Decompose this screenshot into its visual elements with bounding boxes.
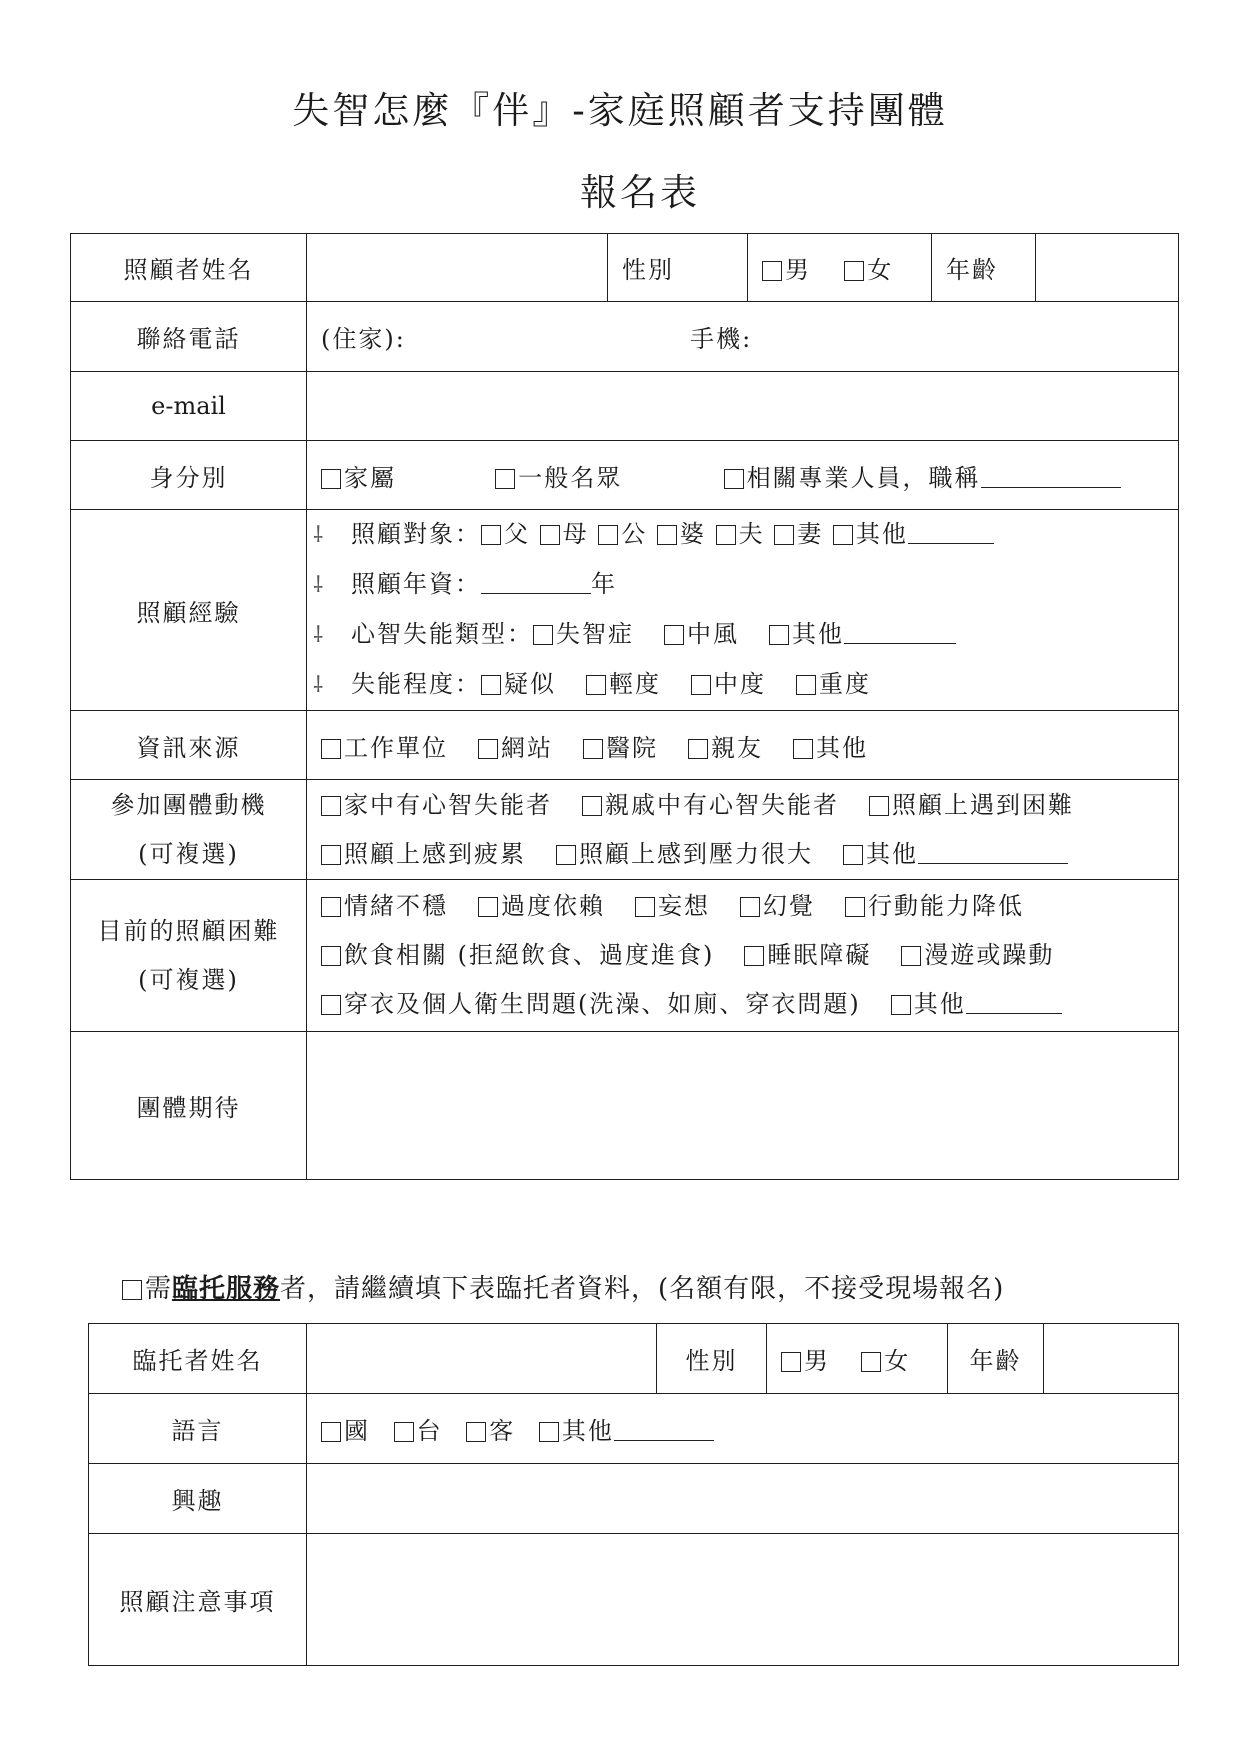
- respite-service-checkbox[interactable]: [122, 1280, 142, 1300]
- diff-other-checkbox[interactable]: [891, 995, 911, 1015]
- respite-age-label: 年齡: [948, 1324, 1044, 1394]
- exp-type-label: 心智失能類型：: [351, 620, 533, 648]
- exp-target-label: 照顧對象：: [351, 520, 481, 548]
- motive-other-checkbox[interactable]: [843, 845, 863, 865]
- target-wife-checkbox[interactable]: [774, 525, 794, 545]
- interest-label: 興趣: [89, 1464, 307, 1534]
- respite-note-bold: 臨托服務: [172, 1274, 281, 1304]
- level-moderate-checkbox[interactable]: [691, 675, 711, 695]
- exp-years-row: [307, 560, 1178, 610]
- lang-taiwanese-checkbox[interactable]: [394, 1422, 414, 1442]
- motive-pressure-label: 照顧上感到壓力很大: [579, 839, 813, 868]
- row-caregiver-name: [71, 234, 1179, 302]
- gender-female-label: 女: [867, 256, 894, 284]
- target-mother-checkbox[interactable]: [540, 525, 560, 545]
- motive-pressure-checkbox[interactable]: [556, 845, 576, 865]
- source-work-label: 工作單位: [344, 733, 448, 762]
- motive-tired-label: 照顧上感到疲累: [344, 839, 526, 868]
- identity-professional-checkbox[interactable]: [724, 469, 744, 489]
- respite-note-prefix: 需: [145, 1274, 173, 1304]
- phone-field[interactable]: [307, 302, 1179, 372]
- registration-table: [70, 233, 1179, 1180]
- age-field[interactable]: [1036, 234, 1179, 302]
- target-other-checkbox[interactable]: [833, 525, 853, 545]
- lang-mandarin-checkbox[interactable]: [321, 1422, 341, 1442]
- type-other-checkbox[interactable]: [769, 625, 789, 645]
- target-mother-label: 母: [562, 520, 589, 548]
- row-language: [89, 1394, 1179, 1464]
- respite-male-checkbox[interactable]: [781, 1352, 801, 1372]
- motive-other-line[interactable]: [918, 841, 1068, 864]
- source-website-checkbox[interactable]: [478, 739, 498, 759]
- respite-male-label: 男: [804, 1347, 830, 1375]
- source-other-checkbox[interactable]: [793, 739, 813, 759]
- difficulty-options: [307, 880, 1179, 1032]
- identity-professional-label: 相關專業人員，職稱: [746, 463, 981, 492]
- diff-wandering-checkbox[interactable]: [901, 946, 921, 966]
- diff-hygiene-checkbox[interactable]: [321, 995, 341, 1015]
- motive-multi-note: (可複選): [138, 839, 239, 868]
- difficulty-multi-note: (可複選): [138, 965, 239, 994]
- motive-relative-checkbox[interactable]: [582, 796, 602, 816]
- diff-emotion-label: 情緒不穩: [344, 892, 448, 920]
- level-suspected-label: 疑似: [504, 670, 556, 698]
- diff-dependent-checkbox[interactable]: [478, 897, 498, 917]
- respite-table: [88, 1323, 1179, 1666]
- type-stroke-checkbox[interactable]: [664, 625, 684, 645]
- identity-public-checkbox[interactable]: [495, 469, 515, 489]
- diff-sleep-label: 睡眠障礙: [767, 941, 872, 969]
- diff-hallucination-checkbox[interactable]: [740, 897, 760, 917]
- diff-hallucination-label: 幻覺: [763, 892, 815, 920]
- bullet-icon: ⸸: [313, 523, 326, 548]
- source-friends-checkbox[interactable]: [688, 739, 708, 759]
- caregiver-name-label: 照顧者姓名: [71, 234, 307, 302]
- respite-name-field[interactable]: [307, 1324, 657, 1394]
- motive-difficulty-label: 照顧上遇到困難: [892, 790, 1074, 819]
- row-motive: [71, 780, 1179, 880]
- motive-family-member-label: 家中有心智失能者: [344, 790, 552, 819]
- diff-wandering-label: 漫遊或躁動: [924, 941, 1055, 969]
- diff-sleep-checkbox[interactable]: [744, 946, 764, 966]
- row-respite-name: [89, 1324, 1179, 1394]
- source-other-label: 其他: [816, 733, 868, 762]
- row-interest: [89, 1464, 1179, 1534]
- diff-other-label: 其他: [913, 990, 966, 1018]
- motive-difficulty-checkbox[interactable]: [869, 796, 889, 816]
- difficulty-row-3: [321, 980, 1178, 1029]
- language-label: 語言: [89, 1394, 307, 1464]
- difficulty-row-2: [321, 931, 1178, 980]
- source-friends-label: 親友: [711, 733, 763, 762]
- motive-options: [307, 780, 1179, 880]
- respite-name-label: 臨托者姓名: [89, 1324, 307, 1394]
- type-stroke-label: 中風: [687, 620, 739, 648]
- diff-dependent-label: 過度依賴: [501, 892, 605, 920]
- age-label: 年齡: [932, 234, 1036, 302]
- source-work-checkbox[interactable]: [321, 739, 341, 759]
- gender-male-label: 男: [785, 256, 811, 284]
- diff-mobility-checkbox[interactable]: [845, 897, 865, 917]
- target-other-line[interactable]: [908, 521, 994, 544]
- job-title-line[interactable]: [981, 465, 1121, 488]
- motive-label-cell: [71, 780, 307, 880]
- exp-level-row: [307, 660, 1178, 710]
- difficulty-label-cell: [71, 880, 307, 1032]
- exp-level-label: 失能程度：: [351, 670, 481, 698]
- bullet-icon: ⸸: [313, 623, 326, 648]
- expectation-field[interactable]: [307, 1032, 1179, 1180]
- level-mild-checkbox[interactable]: [586, 675, 606, 695]
- caregiver-name-field[interactable]: [307, 234, 608, 302]
- diff-delusion-checkbox[interactable]: [635, 897, 655, 917]
- target-father-label: 父: [504, 520, 530, 548]
- expectation-label: 團體期待: [71, 1032, 307, 1180]
- lang-taiwanese-label: 台: [416, 1417, 443, 1445]
- respite-gender-label: 性別: [657, 1324, 767, 1394]
- phone-label: 聯絡電話: [71, 302, 307, 372]
- source-hospital-label: 醫院: [606, 733, 658, 762]
- level-suspected-checkbox[interactable]: [481, 675, 501, 695]
- type-dementia-label: 失智症: [556, 620, 634, 648]
- target-husband-checkbox[interactable]: [716, 525, 736, 545]
- mobile-label: 手機:: [690, 325, 753, 353]
- diff-emotion-checkbox[interactable]: [321, 897, 341, 917]
- email-field[interactable]: [307, 372, 1179, 441]
- identity-family-checkbox[interactable]: [321, 469, 341, 489]
- motive-family-member-checkbox[interactable]: [321, 796, 341, 816]
- level-severe-label: 重度: [819, 670, 871, 698]
- lang-mandarin-label: 國: [344, 1417, 370, 1445]
- exp-target-row: [307, 510, 1178, 560]
- identity-options: [307, 441, 1179, 510]
- exp-type-row: [307, 610, 1178, 660]
- target-other-label: 其他: [855, 520, 908, 548]
- identity-label: 身分別: [71, 441, 307, 510]
- difficulty-row-1: [321, 882, 1178, 931]
- target-father-checkbox[interactable]: [481, 525, 501, 545]
- target-father-in-law-checkbox[interactable]: [598, 525, 618, 545]
- exp-years-label: 照顧年資：: [351, 570, 481, 598]
- diff-mobility-label: 行動能力降低: [868, 892, 1024, 920]
- identity-family-label: 家屬: [344, 463, 396, 492]
- respite-age-field[interactable]: [1044, 1324, 1179, 1394]
- respite-female-checkbox[interactable]: [861, 1352, 881, 1372]
- lang-other-checkbox[interactable]: [539, 1422, 559, 1442]
- motive-row-1: [321, 781, 1178, 830]
- respite-note-rest: 者，請繼續填下表臨托者資料，(名額有限，不接受現場報名): [280, 1274, 1005, 1304]
- diff-eating-label: 飲食相關 (拒絕飲食、過度進食): [344, 941, 715, 969]
- row-identity: [71, 441, 1179, 510]
- respite-female-label: 女: [884, 1347, 911, 1375]
- motive-label: 參加團體動機: [110, 790, 267, 819]
- language-options: [307, 1394, 1179, 1464]
- target-mother-in-law-label: 婆: [679, 520, 706, 548]
- row-expectation: [71, 1032, 1179, 1180]
- motive-relative-label: 親戚中有心智失能者: [605, 790, 839, 819]
- diff-other-line[interactable]: [966, 991, 1062, 1014]
- target-father-in-law-label: 公: [621, 520, 648, 548]
- target-mother-in-law-checkbox[interactable]: [657, 525, 677, 545]
- motive-row-2: [321, 830, 1178, 879]
- form-title: 失智怎麼『伴』-家庭照顧者支持團體: [292, 89, 948, 132]
- bullet-icon: ⸸: [313, 673, 326, 698]
- lang-other-line[interactable]: [614, 1418, 714, 1441]
- type-other-line[interactable]: [844, 621, 956, 644]
- type-dementia-checkbox[interactable]: [533, 625, 553, 645]
- experience-label: 照顧經驗: [71, 510, 307, 711]
- motive-tired-checkbox[interactable]: [321, 845, 341, 865]
- row-care-notes: [89, 1534, 1179, 1666]
- experience-options: [307, 510, 1179, 711]
- level-severe-checkbox[interactable]: [796, 675, 816, 695]
- source-label: 資訊來源: [71, 711, 307, 780]
- source-website-label: 網站: [501, 733, 553, 762]
- gender-female-checkbox[interactable]: [844, 261, 864, 281]
- interest-field[interactable]: [307, 1464, 1179, 1534]
- bullet-icon: ⸸: [313, 573, 326, 598]
- diff-delusion-label: 妄想: [658, 892, 710, 920]
- identity-public-label: 一般名眾: [518, 463, 623, 492]
- home-phone-label: (住家):: [321, 325, 406, 353]
- gender-male-checkbox[interactable]: [762, 261, 782, 281]
- source-hospital-checkbox[interactable]: [583, 739, 603, 759]
- respite-note: [122, 1268, 1004, 1305]
- form-subtitle: 報名表: [580, 171, 700, 214]
- care-notes-field[interactable]: [307, 1534, 1179, 1666]
- row-difficulty: [71, 880, 1179, 1032]
- lang-other-label: 其他: [561, 1417, 614, 1445]
- difficulty-label: 目前的照顧困難: [97, 916, 280, 945]
- motive-other-label: 其他: [866, 839, 918, 868]
- level-mild-label: 輕度: [609, 670, 661, 698]
- lang-hakka-label: 客: [489, 1417, 516, 1445]
- lang-hakka-checkbox[interactable]: [466, 1422, 486, 1442]
- gender-label: 性別: [608, 234, 748, 302]
- email-label: e-mail: [71, 372, 307, 441]
- type-other-label: 其他: [792, 620, 844, 648]
- target-husband-label: 夫: [738, 520, 765, 548]
- level-moderate-label: 中度: [714, 670, 766, 698]
- row-experience: [71, 510, 1179, 711]
- respite-gender-options: [767, 1324, 948, 1394]
- row-source: [71, 711, 1179, 780]
- care-notes-label: 照顧注意事項: [89, 1534, 307, 1666]
- years-line[interactable]: [481, 571, 591, 594]
- source-options: [307, 711, 1179, 780]
- row-email: [71, 372, 1179, 441]
- diff-eating-checkbox[interactable]: [321, 946, 341, 966]
- gender-options: [748, 234, 932, 302]
- row-phone: [71, 302, 1179, 372]
- exp-years-unit: 年: [591, 570, 617, 598]
- target-wife-label: 妻: [797, 520, 824, 548]
- diff-hygiene-label: 穿衣及個人衛生問題(洗澡、如廁、穿衣問題): [344, 990, 861, 1018]
